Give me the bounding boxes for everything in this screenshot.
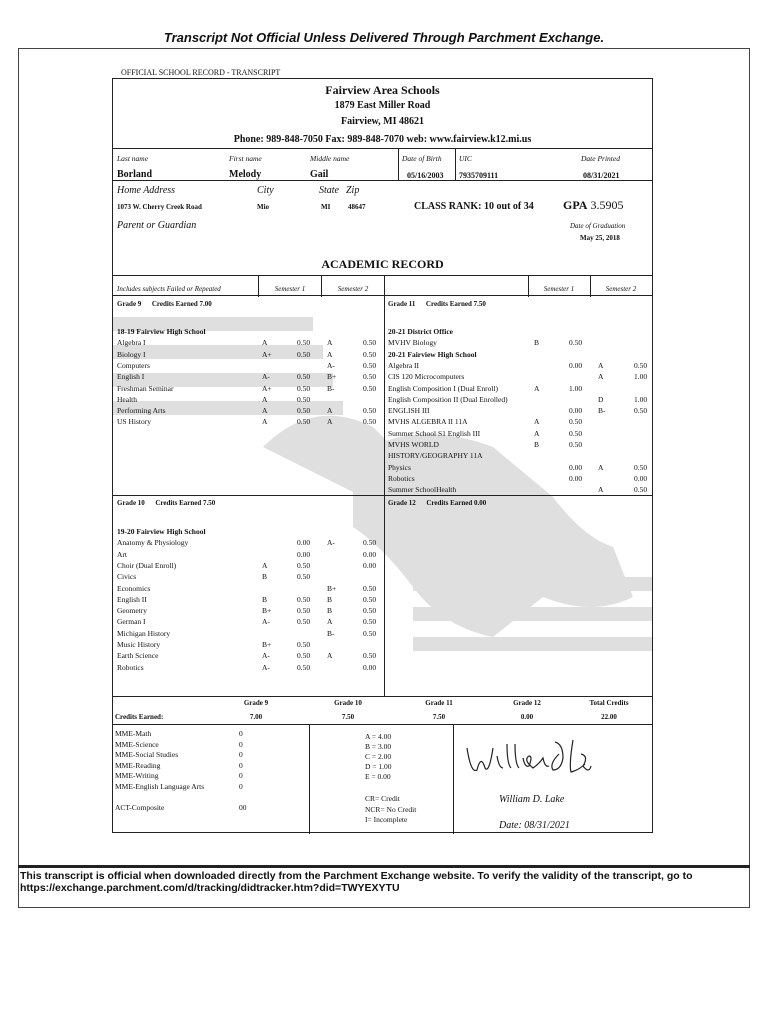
- code-item: I= Incomplete: [365, 815, 408, 824]
- label-city: City: [257, 185, 274, 196]
- sem2-credit: 0.50: [363, 360, 377, 370]
- sem1-grade: A-: [262, 617, 270, 627]
- sem2-grade: A-: [327, 360, 335, 370]
- sem2-grade: B: [327, 606, 333, 616]
- course-name: Robotics: [388, 473, 415, 483]
- sem2-grade: A-: [327, 538, 335, 548]
- test-score: 0: [239, 771, 243, 780]
- sem2-grade: B-: [598, 406, 606, 416]
- academic-record-title: ACADEMIC RECORD: [321, 257, 444, 271]
- sem1-credit: 0.50: [569, 440, 583, 449]
- scale-item: D = 1.00: [365, 762, 392, 771]
- test-score: 0: [239, 739, 243, 749]
- sem1-credit: 0.50: [297, 606, 311, 616]
- summary-header: Grade 12: [513, 699, 541, 707]
- course-name: Choir (Dual Enroll): [117, 560, 177, 570]
- label-zip: Zip: [346, 185, 360, 196]
- grade9-header: Grade 9 Credits Earned 7.00: [117, 300, 212, 308]
- label-sem2-left: Semester 2: [337, 285, 369, 293]
- school-heading: 20-21 Fairview High School: [388, 349, 477, 359]
- student-date-printed: 08/31/2021: [583, 171, 620, 180]
- label-parent: Parent or Guardian: [117, 220, 197, 231]
- sem2-grade: A: [598, 485, 604, 495]
- scale-item: B = 3.00: [365, 742, 392, 751]
- sem2-credit: 0.00: [363, 560, 377, 570]
- sem2-credit: 0.50: [363, 417, 377, 427]
- label-first-name: First name: [229, 154, 262, 163]
- course-name: Michigan History: [117, 628, 171, 638]
- sem2-credit: 0.50: [634, 462, 648, 472]
- signature-icon: [463, 734, 593, 780]
- sem2-credit: 0.50: [363, 606, 377, 616]
- course-name: Summer SchoolHealth: [388, 485, 457, 495]
- sem1-grade: A-: [262, 662, 270, 672]
- school-heading: 20-21 District Office: [388, 327, 453, 336]
- school-contact: Phone: 989-848-7050 Fax: 989-848-7070 web: www.fairview.k12.mi.us: [233, 134, 532, 145]
- course-name: Algebra II: [388, 360, 420, 370]
- student-zip: 48647: [348, 203, 366, 211]
- sem1-credit: 0.50: [297, 662, 311, 672]
- sem1-credit: 1.00: [569, 383, 583, 393]
- sem2-credit: 0.50: [363, 338, 377, 348]
- summary-value: 0.00: [520, 713, 534, 721]
- school-name: Fairview Area Schools: [325, 83, 440, 97]
- record-label: OFFICIAL SCHOOL RECORD - TRANSCRIPT: [121, 68, 281, 77]
- test-name: MME-Math: [115, 729, 152, 738]
- sem1-credit: 0.00: [569, 473, 583, 483]
- school-street: 1879 East Miller Road: [334, 100, 431, 111]
- summary-value: 7.50: [341, 713, 355, 721]
- sem1-grade: A: [534, 428, 540, 438]
- student-uic: 7935709111: [459, 171, 499, 180]
- sem2-grade: B: [327, 594, 333, 604]
- sem1-credit: 0.50: [569, 417, 583, 427]
- sem2-credit: 0.50: [363, 383, 377, 393]
- test-name: MME-English Language Arts: [115, 781, 205, 791]
- sem2-grade: A: [327, 406, 333, 416]
- course-name: MVHS WORLD: [388, 440, 439, 449]
- sem1-credit: 0.50: [569, 338, 583, 348]
- sem2-credit: 0.50: [363, 349, 377, 359]
- course-name: Algebra I: [117, 338, 146, 348]
- school-heading: 19-20 Fairview High School: [117, 527, 206, 536]
- code-item: CR= Credit: [365, 794, 400, 803]
- verification-footer: This transcript is official when downloaded directly from the Parchment Exchange website. To verify the validity of the transcript, go to https://exchange.parchment.com/d/tracking/didtracker.htm?did=TWYEXYTU: [20, 870, 693, 894]
- sem1-grade: A: [534, 417, 540, 427]
- course-name: Robotics: [117, 662, 144, 672]
- sem2-credit: 0.00: [634, 473, 648, 483]
- test-score: 0: [239, 781, 243, 791]
- course-name: German I: [117, 617, 146, 627]
- sem2-credit: 1.00: [634, 394, 648, 404]
- label-sem1-left: Semester 1: [274, 285, 306, 293]
- sem2-credit: 0.50: [363, 538, 377, 548]
- grade11-header: Grade 11 Credits Earned 7.50: [388, 300, 486, 308]
- sem1-grade: B: [262, 594, 268, 604]
- summary-header: Grade 10: [334, 699, 362, 707]
- gpa: GPA 3.5905: [563, 198, 624, 212]
- grade12-header: Grade 12 Credits Earned 0.00: [388, 499, 487, 507]
- sem2-credit: 0.50: [363, 628, 377, 638]
- course-name: HISTORY/GEOGRAPHY 11A: [388, 451, 483, 461]
- course-name: MVHV Biology: [388, 338, 437, 348]
- student-grad-date: May 25, 2018: [580, 234, 620, 242]
- summary-value: 7.00: [249, 713, 263, 721]
- student-state: MI: [321, 203, 331, 211]
- sem2-grade: A: [327, 417, 333, 427]
- sem1-credit: 0.50: [297, 594, 311, 604]
- sem1-grade: A+: [262, 383, 272, 393]
- test-name: MME-Reading: [115, 760, 161, 770]
- course-name: Health: [117, 394, 137, 404]
- sem2-grade: B+: [327, 372, 337, 382]
- scale-item: C = 2.00: [365, 752, 392, 761]
- sem2-grade: B-: [327, 383, 335, 393]
- sem1-grade: A-: [262, 372, 270, 382]
- sem2-credit: 0.00: [363, 662, 377, 672]
- course-name: Civics: [117, 572, 137, 582]
- student-address: 1073 W. Cherry Creek Road: [117, 203, 202, 211]
- test-name: MME-Science: [115, 739, 159, 749]
- student-first-name: Melody: [229, 169, 262, 180]
- sem1-credit: 0.00: [569, 406, 583, 416]
- test-name: MME-Writing: [115, 771, 159, 780]
- signature-name: William D. Lake: [499, 794, 565, 805]
- sem1-grade: B+: [262, 606, 272, 616]
- course-name: Anatomy & Physiology: [117, 538, 189, 548]
- course-name: ENGLISH III: [388, 406, 430, 416]
- course-name: Earth Science: [117, 651, 159, 661]
- sem2-grade: A: [598, 360, 604, 370]
- sem2-grade: A: [598, 372, 604, 382]
- sem1-credit: 0.50: [297, 417, 311, 427]
- sem2-credit: 0.50: [363, 406, 377, 416]
- course-name: Economics: [117, 583, 151, 593]
- course-name: Biology I: [117, 349, 146, 359]
- school-city: Fairview, MI 48621: [340, 116, 425, 127]
- footer-divider: [18, 865, 750, 868]
- disclaimer-banner: Transcript Not Official Unless Delivered Through Parchment Exchange.: [163, 30, 605, 45]
- sem2-credit: 0.50: [363, 594, 377, 604]
- sem1-grade: B: [534, 440, 540, 449]
- student-city: Mio: [257, 203, 270, 211]
- sem2-grade: B+: [327, 583, 337, 593]
- test-name: ACT-Composite: [115, 802, 165, 812]
- signature-date: Date: 08/31/2021: [499, 820, 570, 831]
- sem1-credit: 0.00: [297, 538, 311, 548]
- grade10-header: Grade 10 Credits Earned 7.50: [117, 499, 216, 507]
- course-name: Performing Arts: [117, 406, 166, 416]
- sem1-grade: A: [262, 338, 268, 348]
- scale-item: E = 0.00: [365, 772, 391, 781]
- sem2-credit: 0.50: [363, 372, 377, 382]
- course-name: Physics: [388, 462, 411, 472]
- course-name: Freshman Seminar: [117, 383, 174, 393]
- sem2-credit: 0.50: [363, 617, 377, 627]
- course-name: English Composition I (Dual Enroll): [388, 383, 498, 393]
- label-sem1-right: Semester 1: [543, 285, 575, 293]
- summary-header: Total Credits: [589, 699, 629, 707]
- sem1-credit: 0.50: [297, 640, 311, 649]
- sem1-grade: A: [262, 406, 268, 416]
- sem1-credit: 0.00: [569, 360, 583, 370]
- sem1-grade: A: [262, 560, 268, 570]
- sem1-credit: 0.50: [297, 394, 311, 404]
- sem1-grade: A: [262, 394, 268, 404]
- sem2-credit: 0.50: [634, 406, 648, 416]
- class-rank: CLASS RANK: 10 out of 34: [414, 201, 534, 212]
- sem1-credit: 0.50: [297, 383, 311, 393]
- sem2-grade: A: [598, 462, 604, 472]
- sem2-credit: 1.00: [634, 372, 648, 382]
- course-name: English I: [117, 372, 145, 382]
- test-name: MME-Social Studies: [115, 750, 179, 759]
- sem1-credit: 0.50: [297, 572, 311, 582]
- flag-eagle-watermark-icon: [113, 297, 652, 697]
- sem2-credit: 0.50: [634, 485, 648, 495]
- sem2-credit: 0.50: [363, 583, 377, 593]
- test-score: 0: [239, 760, 243, 770]
- student-middle-name: Gail: [310, 169, 329, 180]
- sem1-grade: B: [534, 338, 540, 348]
- sem1-grade: A: [534, 383, 540, 393]
- sem1-grade: A+: [262, 349, 272, 359]
- label-date-printed: Date Printed: [581, 154, 620, 163]
- transcript-document: [112, 78, 653, 833]
- sem1-grade: B+: [262, 640, 272, 649]
- summary-value: 7.50: [432, 713, 446, 721]
- label-middle-name: Middle name: [310, 154, 350, 163]
- sem1-credit: 0.50: [297, 338, 311, 348]
- sem1-credit: 0.50: [297, 372, 311, 382]
- test-score: 00: [239, 802, 247, 812]
- sem1-credit: 0.00: [569, 462, 583, 472]
- course-name: English Composition II (Dual Enrolled): [388, 394, 508, 404]
- course-name: English II: [117, 594, 147, 604]
- label-uic: UIC: [459, 154, 472, 163]
- sem1-grade: B: [262, 572, 268, 582]
- sem1-credit: 0.00: [297, 549, 311, 559]
- sem2-grade: A: [327, 651, 333, 661]
- sem1-grade: A: [262, 417, 268, 427]
- label-state: State: [319, 185, 339, 196]
- course-name: Computers: [117, 360, 150, 370]
- sem1-credit: 0.50: [297, 617, 311, 627]
- sem1-credit: 0.50: [297, 406, 311, 416]
- sem1-credit: 0.50: [569, 428, 583, 438]
- course-name: Geometry: [117, 606, 147, 616]
- sem1-credit: 0.50: [297, 560, 311, 570]
- label-sem2-right: Semester 2: [605, 285, 637, 293]
- sem2-grade: A: [327, 349, 333, 359]
- course-name: CIS 120 Microcomputers: [388, 372, 465, 382]
- school-heading: 18-19 Fairview High School: [117, 327, 206, 336]
- sem1-grade: A-: [262, 651, 270, 661]
- label-home-address: Home Address: [117, 185, 176, 196]
- sem2-grade: D: [598, 394, 604, 404]
- test-score: 0: [239, 750, 243, 759]
- summary-header: Grade 11: [425, 699, 453, 707]
- sem1-credit: 0.50: [297, 349, 311, 359]
- sem2-grade: A: [327, 617, 333, 627]
- student-last-name: Borland: [117, 169, 153, 180]
- scale-item: A = 4.00: [365, 732, 392, 741]
- student-dob: 05/16/2003: [407, 171, 444, 180]
- label-last-name: Last name: [117, 154, 149, 163]
- label-dob: Date of Birth: [402, 154, 442, 163]
- course-name: Art: [117, 549, 127, 559]
- course-name: US History: [117, 417, 151, 427]
- label-grad-date: Date of Graduation: [570, 222, 626, 230]
- summary-value: 22.00: [601, 713, 617, 721]
- course-name: Music History: [117, 640, 161, 649]
- sem2-credit: 0.50: [363, 651, 377, 661]
- sem2-credit: 0.50: [634, 360, 648, 370]
- credits-earned-label: Credits Earned:: [115, 713, 164, 721]
- code-item: NCR= No Credit: [365, 804, 417, 814]
- label-includes: Includes subjects Failed or Repeated: [117, 285, 221, 293]
- test-score: 0: [239, 729, 243, 738]
- sem2-grade: A: [327, 338, 333, 348]
- sem2-grade: B-: [327, 628, 335, 638]
- summary-header: Grade 9: [243, 699, 269, 707]
- sem1-credit: 0.50: [297, 651, 311, 661]
- course-name: MVHS ALGEBRA II 11A: [388, 417, 468, 427]
- course-name: Summer School S1 English III: [388, 428, 481, 438]
- sem2-credit: 0.00: [363, 549, 377, 559]
